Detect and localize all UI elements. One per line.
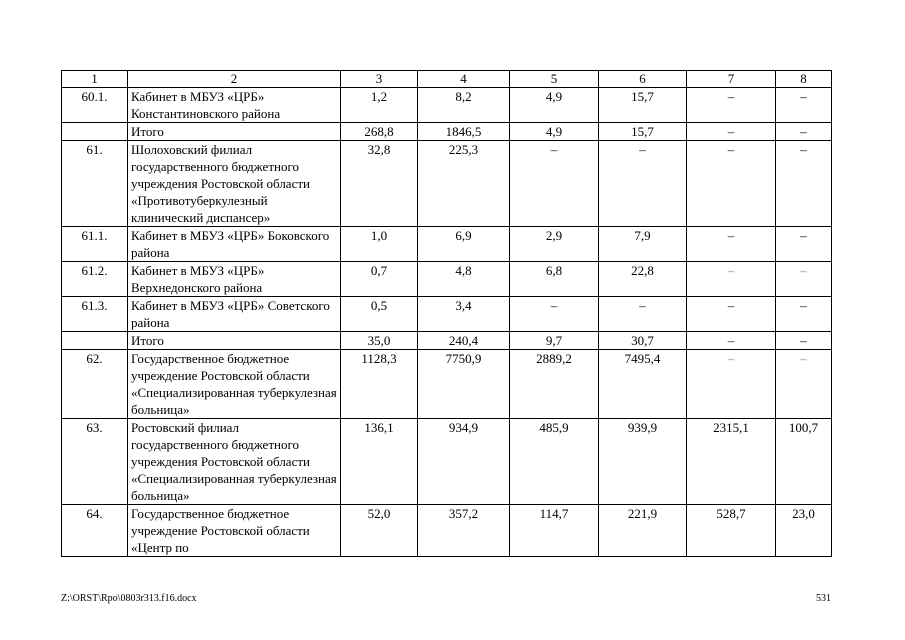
cell-col3: 1128,3 xyxy=(341,350,418,419)
footer-file-path: Z:\ORST\Rpo\0803r313.f16.docx xyxy=(61,593,197,604)
cell-col6: 221,9 xyxy=(599,505,687,557)
table-row xyxy=(62,350,832,419)
table-row xyxy=(62,227,832,262)
cell-col4: 357,2 xyxy=(418,505,510,557)
cell-col7: – xyxy=(687,141,776,227)
cell-col4: 225,3 xyxy=(418,141,510,227)
cell-col5: 6,8 xyxy=(510,262,599,297)
table-row xyxy=(62,297,832,332)
row-name: Ростовский филиал государственного бюджетного учреждения Ростовской области «Специализированная туберкулезная больница» xyxy=(128,419,341,505)
cell-col4: 7750,9 xyxy=(418,350,510,419)
cell-col7: – xyxy=(687,332,776,350)
cell-col8: 100,7 xyxy=(776,419,832,505)
table-row xyxy=(62,262,832,297)
cell-col7: – xyxy=(687,123,776,141)
cell-col8: – xyxy=(776,262,832,297)
cell-col5: – xyxy=(510,297,599,332)
row-number: 61. xyxy=(62,141,128,227)
cell-col6: 30,7 xyxy=(599,332,687,350)
cell-col7: 2315,1 xyxy=(687,419,776,505)
cell-col4: 1846,5 xyxy=(418,123,510,141)
cell-col7: – xyxy=(687,350,776,419)
cell-col7: – xyxy=(687,227,776,262)
row-number: 61.1. xyxy=(62,227,128,262)
cell-col4: 4,8 xyxy=(418,262,510,297)
cell-col6: 939,9 xyxy=(599,419,687,505)
cell-col5: 4,9 xyxy=(510,123,599,141)
cell-col5: 4,9 xyxy=(510,88,599,123)
header-cell: 8 xyxy=(776,71,832,88)
cell-col3: 1,0 xyxy=(341,227,418,262)
cell-col5: 485,9 xyxy=(510,419,599,505)
header-cell: 3 xyxy=(341,71,418,88)
cell-col5: 2889,2 xyxy=(510,350,599,419)
cell-col4: 240,4 xyxy=(418,332,510,350)
cell-col8: – xyxy=(776,297,832,332)
row-name: Государственное бюджетное учреждение Ростовской области «Специализированная туберкулезная больница» xyxy=(128,350,341,419)
table-header-row xyxy=(62,71,832,88)
cell-col3: 0,5 xyxy=(341,297,418,332)
header-cell: 4 xyxy=(418,71,510,88)
row-number: 61.2. xyxy=(62,262,128,297)
header-cell: 2 xyxy=(128,71,341,88)
footer-page-number: 531 xyxy=(816,593,831,604)
row-number: 60.1. xyxy=(62,88,128,123)
cell-col8: – xyxy=(776,141,832,227)
row-name: Кабинет в МБУЗ «ЦРБ» Боковского района xyxy=(128,227,341,262)
row-name: Кабинет в МБУЗ «ЦРБ» Верхнедонского района xyxy=(128,262,341,297)
cell-col7: – xyxy=(687,88,776,123)
cell-col6: – xyxy=(599,297,687,332)
row-name: Кабинет в МБУЗ «ЦРБ» Советского района xyxy=(128,297,341,332)
cell-col6: 7495,4 xyxy=(599,350,687,419)
cell-col8: – xyxy=(776,227,832,262)
table-row xyxy=(62,332,832,350)
row-number: 64. xyxy=(62,505,128,557)
table-row xyxy=(62,123,832,141)
table-row xyxy=(62,505,832,557)
cell-col8: – xyxy=(776,123,832,141)
cell-col3: 1,2 xyxy=(341,88,418,123)
cell-col6: 7,9 xyxy=(599,227,687,262)
table-row xyxy=(62,141,832,227)
cell-col4: 6,9 xyxy=(418,227,510,262)
cell-col8: – xyxy=(776,350,832,419)
cell-col3: 52,0 xyxy=(341,505,418,557)
cell-col8: – xyxy=(776,88,832,123)
row-number xyxy=(62,332,128,350)
row-number: 61.3. xyxy=(62,297,128,332)
cell-col3: 35,0 xyxy=(341,332,418,350)
cell-col5: 9,7 xyxy=(510,332,599,350)
cell-col4: 3,4 xyxy=(418,297,510,332)
data-table xyxy=(61,70,832,557)
cell-col4: 934,9 xyxy=(418,419,510,505)
cell-col7: 528,7 xyxy=(687,505,776,557)
cell-col6: – xyxy=(599,141,687,227)
cell-col8: 23,0 xyxy=(776,505,832,557)
cell-col7: – xyxy=(687,297,776,332)
row-name: Итого xyxy=(128,332,341,350)
row-name: Кабинет в МБУЗ «ЦРБ» Константиновского района xyxy=(128,88,341,123)
cell-col5: 114,7 xyxy=(510,505,599,557)
cell-col5: 2,9 xyxy=(510,227,599,262)
row-name: Государственное бюджетное учреждение Ростовской области «Центр по xyxy=(128,505,341,557)
cell-col6: 15,7 xyxy=(599,123,687,141)
cell-col6: 15,7 xyxy=(599,88,687,123)
cell-col3: 268,8 xyxy=(341,123,418,141)
cell-col8: – xyxy=(776,332,832,350)
table-row xyxy=(62,419,832,505)
cell-col5: – xyxy=(510,141,599,227)
table-row xyxy=(62,88,832,123)
row-name: Итого xyxy=(128,123,341,141)
header-cell: 5 xyxy=(510,71,599,88)
cell-col3: 32,8 xyxy=(341,141,418,227)
row-number: 63. xyxy=(62,419,128,505)
header-cell: 6 xyxy=(599,71,687,88)
cell-col7: – xyxy=(687,262,776,297)
header-cell: 7 xyxy=(687,71,776,88)
row-number: 62. xyxy=(62,350,128,419)
header-cell: 1 xyxy=(62,71,128,88)
row-name: Шолоховский филиал государственного бюджетного учреждения Ростовской области «Противотуберкулезный клинический диспансер» xyxy=(128,141,341,227)
cell-col3: 136,1 xyxy=(341,419,418,505)
cell-col3: 0,7 xyxy=(341,262,418,297)
row-number xyxy=(62,123,128,141)
cell-col4: 8,2 xyxy=(418,88,510,123)
cell-col6: 22,8 xyxy=(599,262,687,297)
